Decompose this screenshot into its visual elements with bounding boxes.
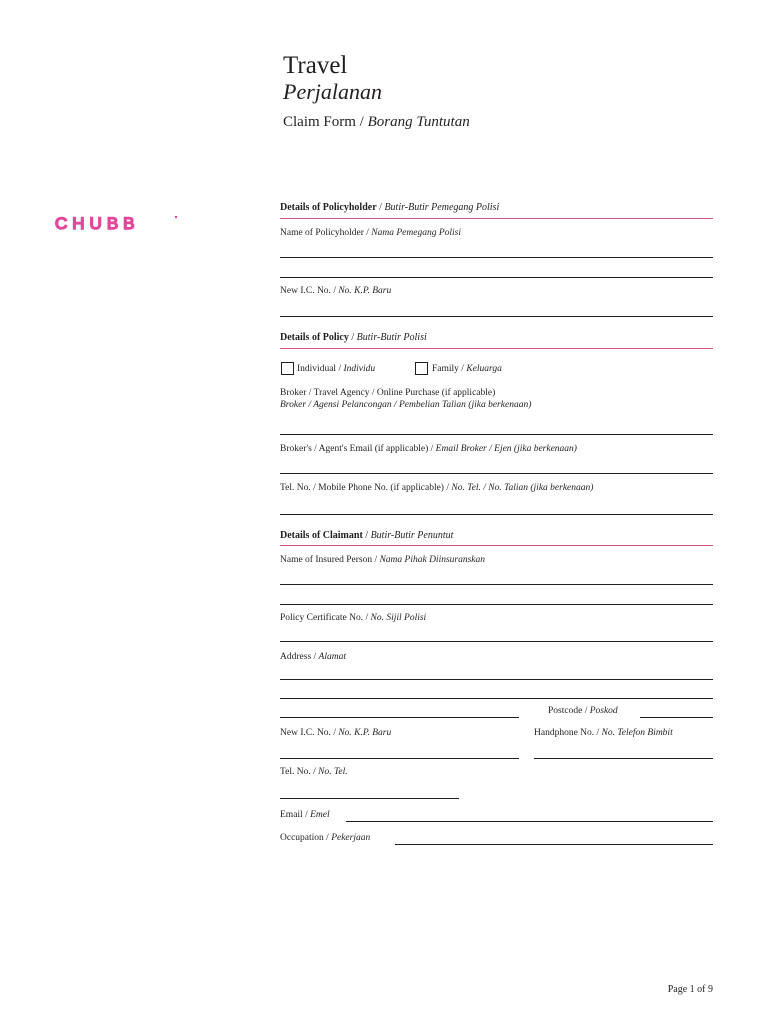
heading-en: Details of Policyholder (280, 202, 377, 213)
label-policyholder-ic: New I.C. No. / No. K.P. Baru (280, 286, 392, 296)
address-field-line3[interactable] (280, 717, 519, 718)
chubb-logo (55, 213, 179, 233)
label-broker: Broker / Travel Agency / Online Purchase (if applicable) (280, 388, 496, 398)
insured-name-field-line2[interactable] (280, 604, 713, 605)
heading-en: Details of Policy (280, 332, 349, 343)
subtitle-my: Borang Tuntutan (367, 114, 470, 130)
label-policyholder-name: Name of Policyholder / Nama Pemegang Polisi (280, 228, 462, 238)
label-address: Address / Alamat (280, 652, 346, 662)
label-individual: Individual / Individu (297, 364, 376, 374)
label-policy-cert: Policy Certificate No. / No. Sijil Polisi (280, 613, 427, 623)
heading-sep: / (376, 202, 385, 213)
label-postcode: Postcode / Poskod (548, 706, 618, 716)
subtitle-en: Claim Form (283, 114, 356, 130)
broker-tel-field[interactable] (280, 514, 713, 515)
email-field[interactable] (346, 821, 713, 822)
occupation-field[interactable] (395, 844, 713, 845)
label-occupation: Occupation / Pekerjaan (280, 833, 371, 843)
section-heading-claimant (280, 530, 453, 541)
address-field-line1[interactable] (280, 679, 713, 680)
form-title-malay: Perjalanan (283, 79, 382, 104)
label-broker-tel: Tel. No. / Mobile Phone No. (if applicable) / No. Tel. / No. Talian (jika berkenaan) (280, 483, 594, 493)
section-rule (280, 348, 713, 349)
label-broker-my: Broker / Agensi Pelancongan / Pembelian Talian (jika berkenaan) (280, 400, 532, 410)
section-heading-policy (280, 332, 427, 343)
claimant-ic-field[interactable] (280, 758, 519, 759)
label-handphone: Handphone No. / No. Telefon Bimbit (534, 728, 673, 738)
heading-my: Butir-Butir Polisi (356, 332, 427, 343)
insured-name-field[interactable] (280, 584, 713, 585)
form-subtitle (283, 114, 470, 131)
section-rule (280, 218, 713, 219)
policyholder-name-field[interactable] (280, 257, 713, 258)
postcode-field[interactable] (640, 717, 713, 718)
chubb-logo-text: CHUBB (55, 214, 140, 233)
heading-my: Butir-Butir Penuntut (370, 530, 454, 541)
policyholder-ic-field[interactable] (280, 316, 713, 317)
section-rule (280, 545, 713, 546)
page-number: Page 1 of 9 (667, 984, 713, 995)
policy-cert-field[interactable] (280, 641, 713, 642)
label-broker-email: Broker's / Agent's Email (if applicable) / Email Broker / Ejen (jika berkenaan) (280, 444, 577, 454)
section-heading-policyholder (280, 202, 499, 213)
policyholder-name-field-line2[interactable] (280, 277, 713, 278)
address-field-line2[interactable] (280, 698, 713, 699)
broker-email-field[interactable] (280, 473, 713, 474)
claimant-tel-field[interactable] (280, 798, 459, 799)
checkbox-individual[interactable] (281, 362, 294, 375)
heading-en: Details of Claimant (280, 530, 363, 541)
broker-field[interactable] (280, 434, 713, 435)
form-title: Travel (283, 52, 348, 79)
subtitle-sep: / (355, 114, 368, 130)
label-claimant-ic: New I.C. No. / No. K.P. Baru (280, 728, 392, 738)
heading-sep: / (362, 530, 371, 541)
registered-mark-icon (175, 216, 177, 218)
checkbox-family[interactable] (415, 362, 428, 375)
heading-my: Butir-Butir Pemegang Polisi (384, 202, 500, 213)
heading-sep: / (348, 332, 357, 343)
handphone-field[interactable] (534, 758, 713, 759)
label-insured-name: Name of Insured Person / Nama Pihak Diinsuranskan (280, 555, 486, 565)
label-claimant-tel: Tel. No. / No. Tel. (280, 767, 348, 777)
label-family: Family / Keluarga (432, 364, 502, 374)
label-email: Email / Emel (280, 810, 330, 820)
